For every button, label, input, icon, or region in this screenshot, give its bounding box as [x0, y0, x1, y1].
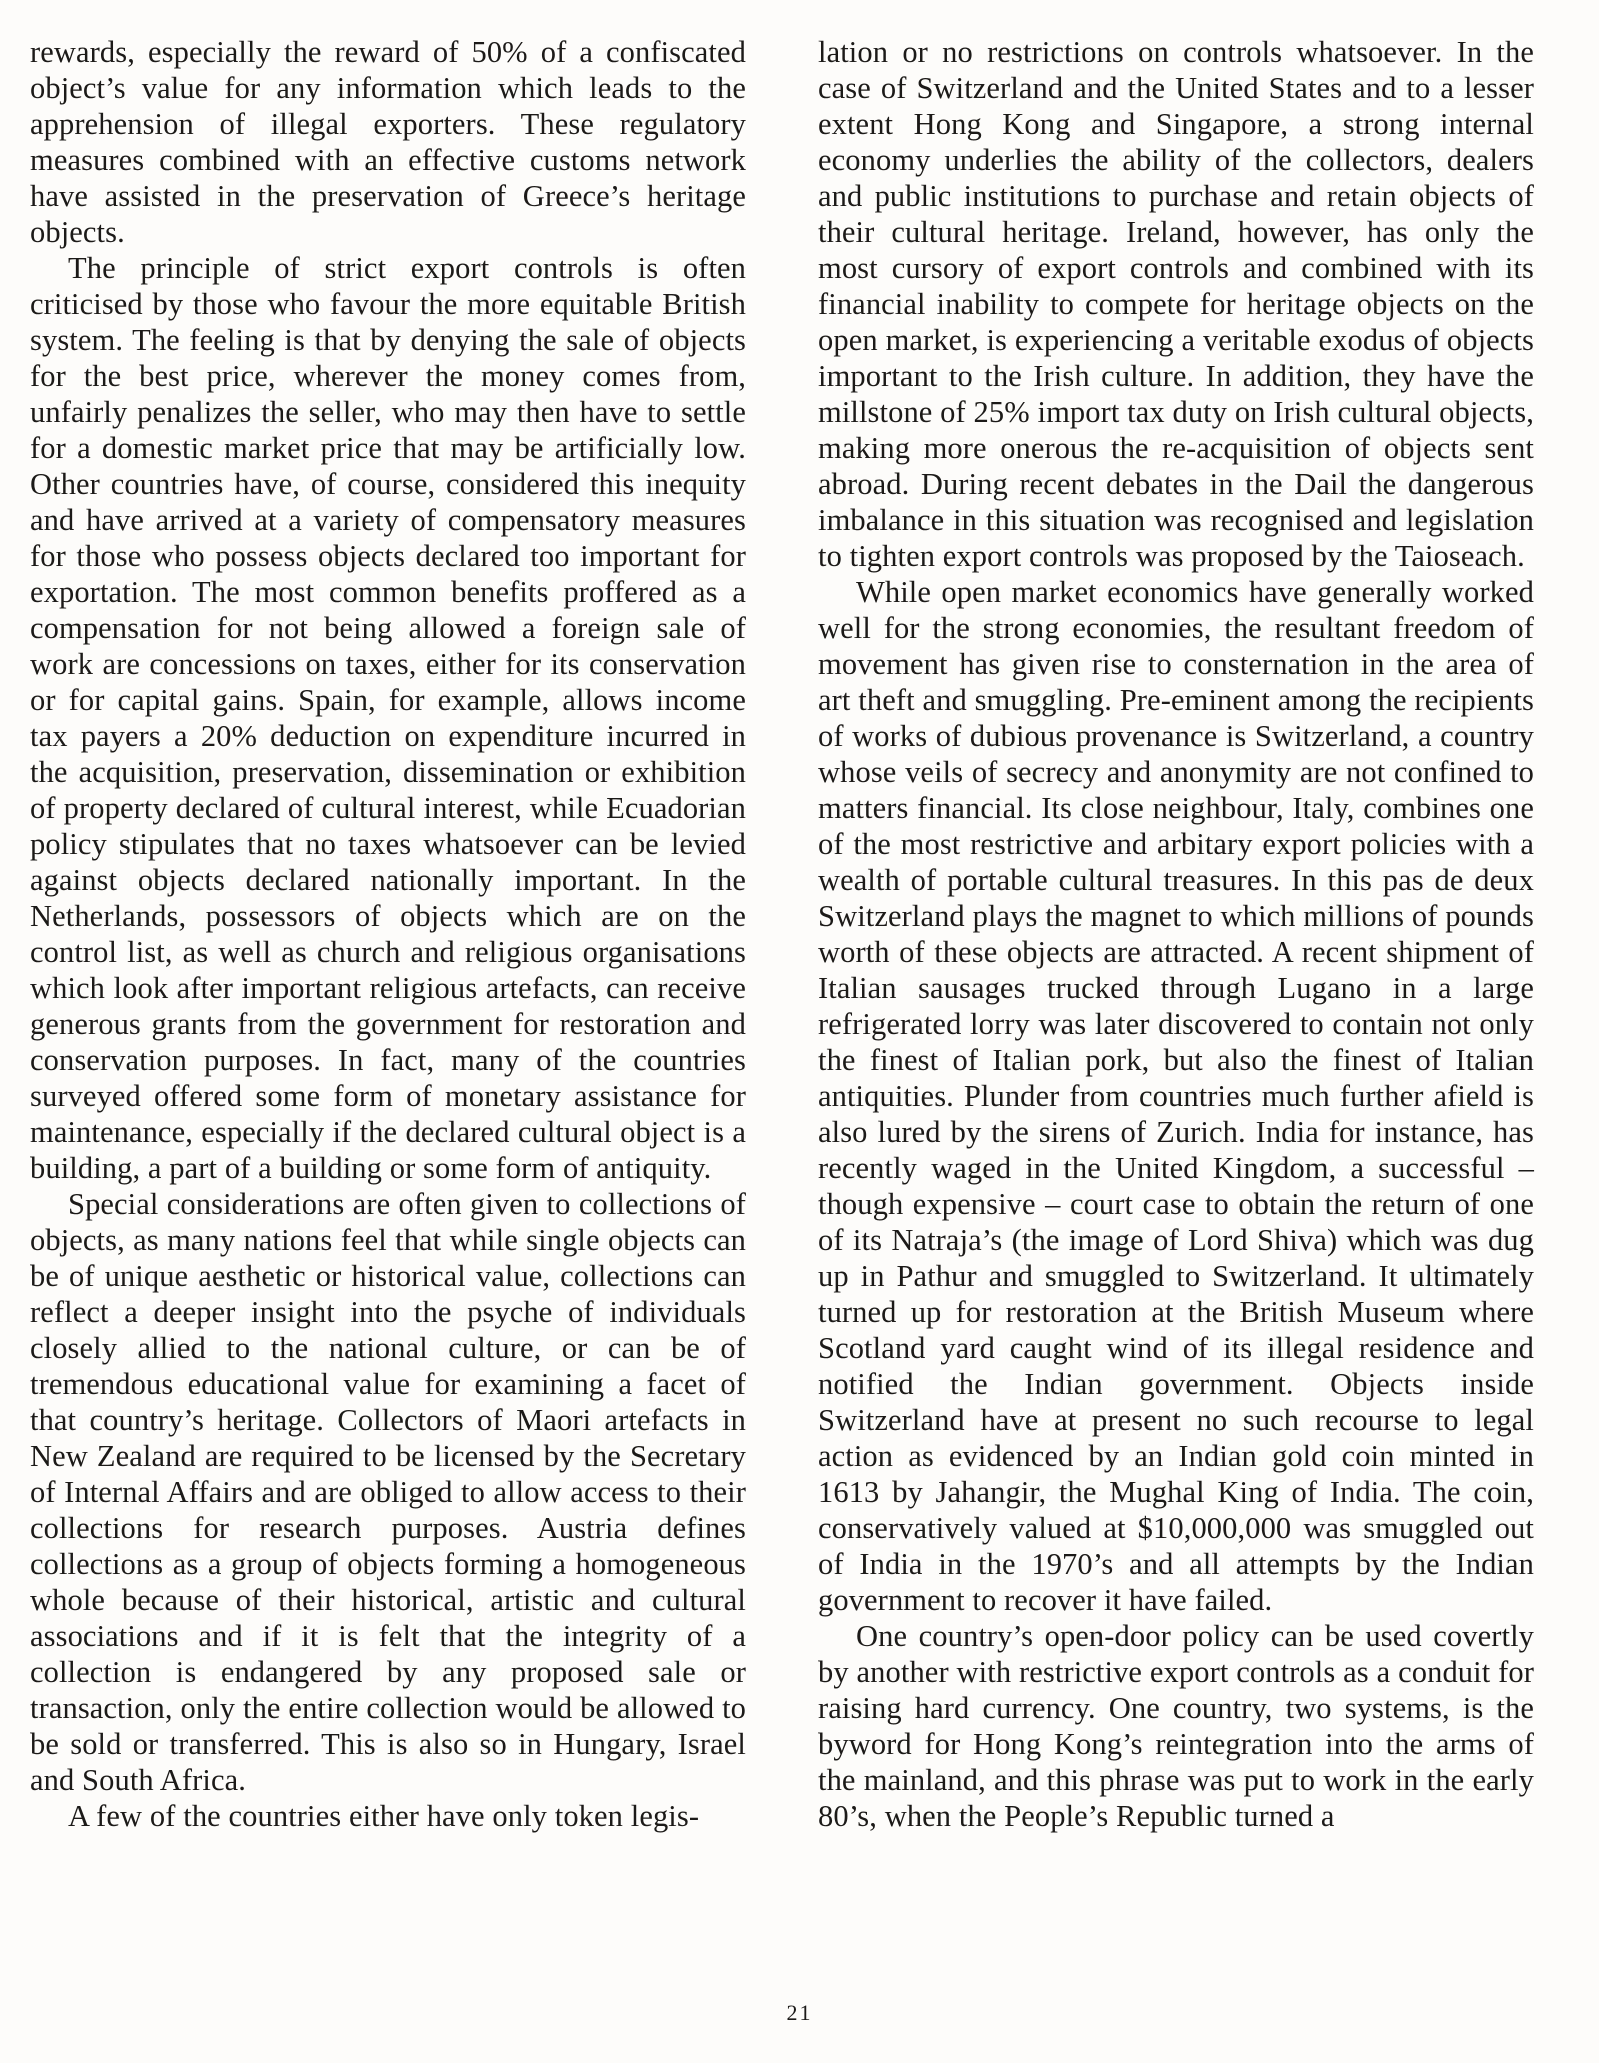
page-number: 21 [786, 2000, 813, 2025]
paragraph: rewards, especially the reward of 50% of a confiscated object’s value for any information which leads to the apprehension of illegal exporters. These regulatory measures combined with an effective customs network have assisted in the preservation of Greece’s heritage objects. [30, 35, 746, 249]
paragraph: Special considerations are often given to collections of objects, as many nations feel that while single objects can be of unique aesthetic or historical value, collections can reflect a deeper insight into the psyche of individuals closely allied to the national culture, or can be of tremendous educational value for examining a facet of that country’s heritage. Collectors of Maori artefacts in New Zealand are required to be licensed by the Secretary of Internal Affairs and are obliged to allow access to their collections for research purposes. Austria defines collections as a group of objects forming a homogeneous whole because of their historical, artistic and cultural associations and if it is felt that the integrity of a collection is endangered by any proposed sale or transaction, only the entire collection would be allowed to be sold or transferred. This is also so in Hungary, Israel and South Africa. [30, 1187, 746, 1797]
paragraph: The principle of strict export controls is often criticised by those who favour the more equitable British system. The feeling is that by denying the sale of objects for the best price, wherever the money comes from, unfairly penalizes the seller, who may then have to settle for a domestic market price that may be artificially low. Other countries have, of course, considered this inequity and have arrived at a variety of compensatory measures for those who possess objects declared too important for exportation. The most common benefits proffered as a compensation for not being allowed a foreign sale of work are concessions on taxes, either for its conservation or for capital gains. Spain, for example, allows income tax payers a 20% deduction on expenditure incurred in the acquisition, preservation, dissemination or exhibition of property declared of cultural interest, while Ecuadorian policy stipulates that no taxes whatsoever can be levied against objects declared nationally important. In the Netherlands, possessors of objects which are on the control list, as well as church and religious organisations which look after important religious artefacts, can receive generous grants from the government for restoration and conservation purposes. In fact, many of the countries surveyed offered some form of monetary assistance for maintenance, especially if the declared cultural object is a building, a part of a building or some form of antiquity. [30, 251, 746, 1185]
paragraph: lation or no restrictions on controls whatsoever. In the case of Switzerland and the United States and to a lesser extent Hong Kong and Singapore, a strong internal economy underlies the ability of the collectors, dealers and public institutions to purchase and retain objects of their cultural heritage. Ireland, however, has only the most cursory of export controls and combined with its financial inability to compete for heritage objects on the open market, is experiencing a veritable exodus of objects important to the Irish culture. In addition, they have the millstone of 25% import tax duty on Irish cultural objects, making more onerous the re-acquisition of objects sent abroad. During recent debates in the Dail the dangerous imbalance in this situation was recognised and legislation to tighten export controls was proposed by the Taioseach. [818, 35, 1534, 573]
paragraph: A few of the countries either have only token legis- [68, 1799, 700, 1833]
paragraph: While open market economics have generally worked well for the strong economies, the resultant freedom of movement has given rise to consternation in the area of art theft and smuggling. Pre-eminent among the recipients of works of dubious provenance is Switzerland, a country whose veils of secrecy and anonymity are not confined to matters financial. Its close neighbour, Italy, combines one of the most restrictive and arbitary export policies with a wealth of portable cultural treasures. In this pas de deux Switzerland plays the magnet to which millions of pounds worth of these objects are attracted. A recent shipment of Italian sausages trucked through Lugano in a large refrigerated lorry was later discovered to contain not only the finest of Italian pork, but also the finest of Italian antiquities. Plunder from countries much further afield is also lured by the sirens of Zurich. India for instance, has recently waged in the United Kingdom, a successful – though expensive – court case to obtain the return of one of its Natraja’s (the image of Lord Shiva) which was dug up in Pathur and smuggled to Switzerland. It ultimately turned up for restoration at the British Museum where Scotland yard caught wind of its illegal residence and notified the Indian government. Objects inside Switzerland have at present no such recourse to legal action as evidenced by an Indian gold coin minted in 1613 by Jahangir, the Mughal King of India. The coin, conservatively valued at $10,000,000 was smuggled out of India in the 1970’s and all attempts by the Indian government to recover it have failed. [818, 575, 1534, 1617]
paragraph: One country’s open-door policy can be used covertly by another with restrictive export controls as a conduit for raising hard currency. One country, two systems, is the byword for Hong Kong’s reintegration into the arms of the mainland, and this phrase was put to work in the early 80’s, when the People’s Republic turned a [818, 1619, 1534, 1833]
right-text-column [818, 34, 1534, 1834]
left-text-column [30, 34, 746, 1834]
